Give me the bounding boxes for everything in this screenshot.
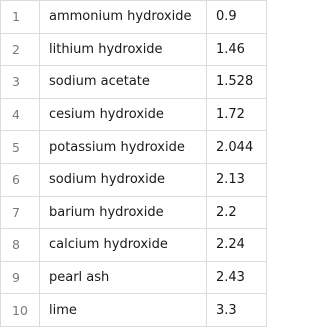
row-index: 5 (1, 131, 40, 164)
table-row (1, 261, 267, 294)
compound-name: cesium hydroxide (40, 98, 207, 131)
row-index: 4 (1, 98, 40, 131)
row-index: 10 (1, 294, 40, 327)
compound-name: sodium hydroxide (40, 163, 207, 196)
table-row (1, 33, 267, 66)
compound-value: 1.72 (207, 98, 267, 131)
compound-value: 3.3 (207, 294, 267, 327)
compound-name: sodium acetate (40, 66, 207, 99)
compound-value: 2.044 (207, 131, 267, 164)
row-index: 7 (1, 196, 40, 229)
compound-value: 2.43 (207, 261, 267, 294)
compound-name: lime (40, 294, 207, 327)
row-index: 1 (1, 1, 40, 34)
compound-name: ammonium hydroxide (40, 1, 207, 34)
compound-value: 2.24 (207, 229, 267, 262)
compound-name: pearl ash (40, 261, 207, 294)
compound-name: barium hydroxide (40, 196, 207, 229)
table-row (1, 294, 267, 327)
table-row (1, 131, 267, 164)
row-index: 2 (1, 33, 40, 66)
table-row (1, 66, 267, 99)
compound-value: 2.13 (207, 163, 267, 196)
compound-value: 1.46 (207, 33, 267, 66)
compound-value: 0.9 (207, 1, 267, 34)
table-row (1, 229, 267, 262)
row-index: 9 (1, 261, 40, 294)
table-row (1, 196, 267, 229)
compound-value: 2.2 (207, 196, 267, 229)
row-index: 8 (1, 229, 40, 262)
table-row (1, 163, 267, 196)
row-index: 3 (1, 66, 40, 99)
compound-value: 1.528 (207, 66, 267, 99)
compound-name: lithium hydroxide (40, 33, 207, 66)
row-index: 6 (1, 163, 40, 196)
table-row (1, 1, 267, 34)
table-row (1, 98, 267, 131)
compound-name: calcium hydroxide (40, 229, 207, 262)
compound-name: potassium hydroxide (40, 131, 207, 164)
